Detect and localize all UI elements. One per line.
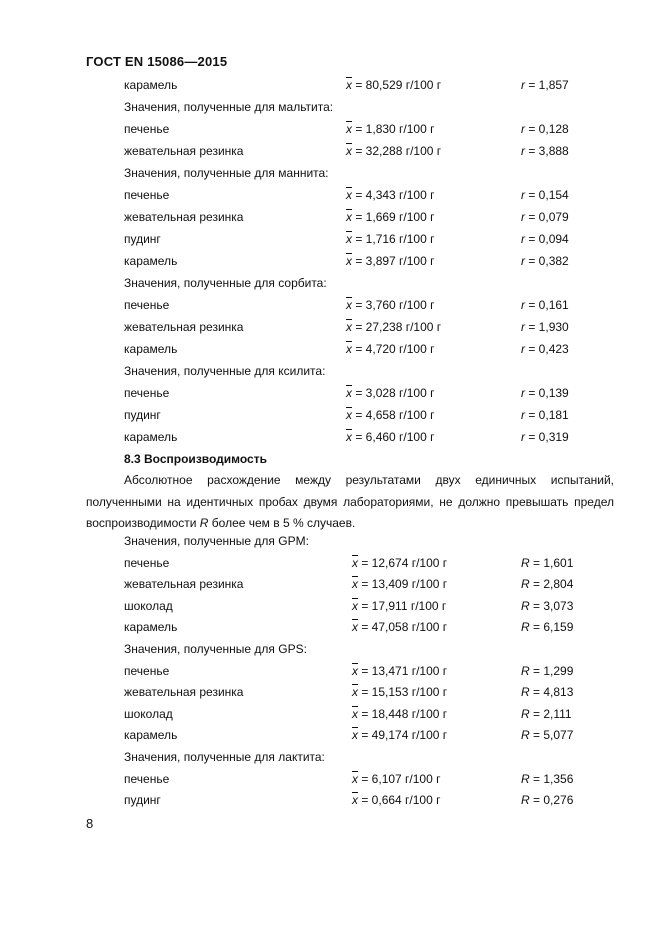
limit-symbol: R: [521, 598, 530, 613]
group-label-text: Значения, полученные для мальтита:: [124, 100, 334, 114]
product-name: карамель: [124, 430, 178, 444]
limit-symbol: r: [521, 122, 525, 136]
limit-value-text: = 4,813: [533, 685, 574, 700]
group-label: [0, 534, 661, 554]
mean-value: [352, 620, 447, 634]
mean-symbol: $\overline{x}$: [346, 78, 352, 92]
limit-value-text: = 0,079: [528, 210, 569, 224]
result-row: [0, 78, 661, 98]
group-label-text: Значения, полученные для маннита:: [124, 166, 329, 180]
limit-symbol: R: [521, 620, 530, 635]
paragraph-symbol: R: [199, 516, 209, 530]
limit-value-text: = 2,111: [533, 706, 572, 721]
mean-value-text: = 15,153 г/100 г: [361, 685, 448, 700]
limit-value: [521, 664, 573, 678]
mean-value: [346, 122, 435, 136]
mean-value-text: = 1,830 г/100 г: [355, 122, 435, 136]
result-row: [0, 298, 661, 318]
mean-symbol: $\overline{x}$: [352, 706, 358, 721]
result-row: [0, 430, 661, 450]
mean-symbol: $\overline{x}$: [352, 598, 358, 613]
mean-value-text: = 17,911 г/100 г: [361, 598, 447, 613]
limit-value-text: = 0,161: [528, 298, 569, 312]
section-title: 8.3 Воспроизводимость: [124, 452, 267, 466]
limit-symbol: R: [521, 663, 530, 678]
result-row: [0, 320, 661, 340]
product-name: пудинг: [124, 232, 161, 246]
result-row: [0, 556, 661, 576]
limit-value-text: = 0,128: [528, 122, 569, 136]
limit-symbol: r: [521, 430, 525, 444]
mean-value: [346, 320, 441, 334]
limit-value: [521, 144, 569, 158]
limit-symbol: R: [521, 771, 530, 786]
mean-symbol: $\overline{x}$: [352, 793, 358, 808]
limit-value-text: = 0,139: [528, 386, 569, 400]
group-label: [0, 166, 661, 186]
result-row: [0, 254, 661, 274]
mean-value: [346, 386, 435, 400]
product-name: печенье: [124, 188, 170, 202]
mean-value: [352, 772, 441, 786]
mean-value: [346, 232, 435, 246]
group-label-text: Значения, полученные для сорбита:: [124, 276, 327, 290]
mean-value-text: = 3,760 г/100 г: [355, 298, 435, 312]
result-row: [0, 408, 661, 428]
mean-value-text: = 1,716 г/100 г: [355, 232, 435, 246]
mean-value: [352, 556, 447, 570]
group-label: [0, 750, 661, 770]
mean-value: [352, 599, 446, 613]
product-name: печенье: [124, 771, 170, 786]
mean-value: [346, 78, 441, 92]
paragraph-text-2: более чем в 5 % случаев.: [208, 516, 356, 530]
mean-value-text: = 32,288 г/100 г: [355, 144, 442, 158]
limit-value-text: = 6,159: [533, 620, 574, 635]
limit-value: [521, 620, 573, 634]
document-header: ГОСТ EN 15086—2015: [86, 54, 228, 69]
limit-value: [521, 408, 569, 422]
result-row: [0, 707, 661, 727]
limit-value: [521, 556, 573, 570]
product-name: жевательная резинка: [124, 144, 244, 158]
mean-value-text: = 3,028 г/100 г: [355, 386, 435, 400]
limit-value: [521, 232, 569, 246]
mean-value-text: = 1,669 г/100 г: [355, 210, 435, 224]
product-name: пудинг: [124, 408, 161, 422]
product-name: жевательная резинка: [124, 210, 244, 224]
mean-value: [346, 408, 435, 422]
limit-symbol: r: [521, 232, 525, 246]
group-label-text: Значения, полученные для ксилита:: [124, 364, 326, 378]
limit-value-text: = 3,888: [528, 144, 569, 158]
product-name: шоколад: [124, 706, 173, 721]
mean-value: [346, 210, 435, 224]
limit-symbol: R: [521, 685, 530, 700]
product-name: печенье: [124, 386, 170, 400]
limit-value: [521, 122, 569, 136]
product-name: печенье: [124, 122, 170, 136]
limit-value-text: = 1,857: [528, 78, 569, 92]
result-row: [0, 685, 661, 705]
mean-value: [352, 664, 447, 678]
result-row: [0, 772, 661, 792]
mean-value-text: = 80,529 г/100 г: [355, 78, 442, 92]
mean-value: [346, 342, 435, 356]
result-row: [0, 210, 661, 230]
limit-symbol: R: [521, 577, 530, 592]
result-row: [0, 793, 661, 813]
limit-value: [521, 254, 569, 268]
mean-symbol: $\overline{x}$: [346, 254, 352, 268]
product-name: карамель: [124, 254, 178, 268]
result-row: [0, 599, 661, 619]
product-name: карамель: [124, 728, 178, 743]
result-row: [0, 620, 661, 640]
page-number: 8: [86, 816, 94, 831]
mean-symbol: $\overline{x}$: [346, 232, 352, 246]
mean-value: [352, 707, 447, 721]
mean-symbol: $\overline{x}$: [352, 771, 358, 786]
mean-value-text: = 27,238 г/100 г: [355, 320, 442, 334]
mean-value: [346, 254, 435, 268]
limit-value: [521, 342, 569, 356]
mean-value: [346, 188, 435, 202]
mean-value: [352, 685, 447, 699]
mean-symbol: $\overline{x}$: [352, 577, 358, 592]
result-row: [0, 342, 661, 362]
limit-symbol: R: [521, 555, 530, 570]
mean-symbol: $\overline{x}$: [352, 620, 358, 635]
product-name: карамель: [124, 620, 178, 635]
mean-symbol: $\overline{x}$: [352, 685, 358, 700]
limit-value: [521, 78, 569, 92]
mean-value: [352, 793, 441, 807]
limit-value-text: = 0,382: [528, 254, 569, 268]
limit-value: [521, 298, 569, 312]
group-label: [0, 364, 661, 384]
mean-symbol: $\overline{x}$: [352, 663, 358, 678]
paragraph-text-1: Абсолютное расхождение между результатами двух единичных испытаний, полученными на идентичных пробах двумя лабораториями, не должно превышать предел воспроизводимости: [86, 473, 614, 530]
mean-value-text: = 6,107 г/100 г: [361, 771, 441, 786]
product-name: печенье: [124, 663, 170, 678]
limit-value-text: = 2,804: [533, 577, 574, 592]
mean-value-text: = 6,460 г/100 г: [355, 430, 435, 444]
mean-symbol: $\overline{x}$: [346, 342, 352, 356]
product-name: жевательная резинка: [124, 577, 244, 592]
result-row: [0, 577, 661, 597]
mean-symbol: $\overline{x}$: [352, 728, 358, 743]
product-name: карамель: [124, 342, 178, 356]
mean-value: [346, 430, 435, 444]
group-label-text: Значения, полученные для GPS:: [124, 642, 307, 656]
limit-value-text: = 1,356: [533, 771, 574, 786]
limit-value-text: = 0,154: [528, 188, 569, 202]
limit-symbol: r: [521, 188, 525, 202]
limit-symbol: r: [521, 144, 525, 158]
limit-value: [521, 772, 573, 786]
product-name: шоколад: [124, 598, 173, 613]
limit-symbol: r: [521, 298, 525, 312]
limit-symbol: R: [521, 793, 530, 808]
limit-value-text: = 0,423: [528, 342, 569, 356]
result-row: [0, 232, 661, 252]
result-row: [0, 122, 661, 142]
limit-value-text: = 1,299: [533, 663, 574, 678]
mean-value-text: = 47,058 г/100 г: [361, 620, 448, 635]
limit-symbol: r: [521, 342, 525, 356]
limit-value-text: = 3,073: [533, 598, 574, 613]
limit-symbol: r: [521, 210, 525, 224]
mean-symbol: $\overline{x}$: [346, 430, 352, 444]
product-name: карамель: [124, 78, 178, 92]
product-name: печенье: [124, 555, 170, 570]
limit-symbol: R: [521, 728, 530, 743]
mean-value-text: = 0,664 г/100 г: [361, 793, 441, 808]
limit-symbol: r: [521, 386, 525, 400]
mean-symbol: $\overline{x}$: [346, 144, 352, 158]
result-row: [0, 144, 661, 164]
limit-symbol: r: [521, 254, 525, 268]
limit-value-text: = 0,181: [528, 408, 569, 422]
limit-symbol: r: [521, 320, 525, 334]
limit-value-text: = 5,077: [533, 728, 574, 743]
mean-symbol: $\overline{x}$: [346, 408, 352, 422]
limit-value-text: = 0,319: [528, 430, 569, 444]
mean-value-text: = 13,471 г/100 г: [361, 663, 448, 678]
mean-value-text: = 13,409 г/100 г: [361, 577, 448, 592]
mean-value: [352, 728, 447, 742]
limit-value: [521, 793, 573, 807]
product-name: жевательная резинка: [124, 685, 244, 700]
product-name: пудинг: [124, 793, 161, 808]
group-label-text: Значения, полученные для GPM:: [124, 534, 309, 548]
mean-symbol: $\overline{x}$: [346, 210, 352, 224]
mean-value: [346, 298, 435, 312]
limit-value: [521, 577, 573, 591]
mean-value-text: = 4,658 г/100 г: [355, 408, 435, 422]
limit-symbol: R: [521, 706, 530, 721]
result-row: [0, 386, 661, 406]
mean-symbol: $\overline{x}$: [346, 298, 352, 312]
mean-symbol: $\overline{x}$: [346, 188, 352, 202]
limit-value-text: = 0,276: [533, 793, 574, 808]
mean-symbol: $\overline{x}$: [352, 555, 358, 570]
result-row: [0, 728, 661, 748]
limit-value-text: = 1,601: [533, 555, 574, 570]
mean-symbol: $\overline{x}$: [346, 386, 352, 400]
limit-value: [521, 430, 569, 444]
result-row: [0, 188, 661, 208]
mean-value-text: = 3,897 г/100 г: [355, 254, 435, 268]
limit-symbol: r: [521, 408, 525, 422]
limit-value: [521, 707, 572, 721]
mean-symbol: $\overline{x}$: [346, 320, 352, 334]
mean-value: [346, 144, 441, 158]
product-name: печенье: [124, 298, 170, 312]
limit-value: [521, 210, 569, 224]
limit-value: [521, 728, 573, 742]
limit-value: [521, 386, 569, 400]
mean-value-text: = 12,674 г/100 г: [361, 555, 448, 570]
limit-value: [521, 320, 569, 334]
reproducibility-paragraph: [86, 470, 614, 535]
mean-symbol: $\overline{x}$: [346, 122, 352, 136]
mean-value-text: = 4,720 г/100 г: [355, 342, 435, 356]
limit-value-text: = 0,094: [528, 232, 569, 246]
limit-value: [521, 599, 573, 613]
group-label-text: Значения, полученные для лактита:: [124, 750, 325, 764]
mean-value-text: = 4,343 г/100 г: [355, 188, 435, 202]
product-name: жевательная резинка: [124, 320, 244, 334]
mean-value-text: = 49,174 г/100 г: [361, 728, 448, 743]
limit-value: [521, 188, 569, 202]
limit-symbol: r: [521, 78, 525, 92]
limit-value: [521, 685, 573, 699]
mean-value: [352, 577, 447, 591]
group-label: [0, 642, 661, 662]
limit-value-text: = 1,930: [528, 320, 569, 334]
result-row: [0, 664, 661, 684]
group-label: [0, 276, 661, 296]
mean-value-text: = 18,448 г/100 г: [361, 706, 448, 721]
group-label: [0, 100, 661, 120]
